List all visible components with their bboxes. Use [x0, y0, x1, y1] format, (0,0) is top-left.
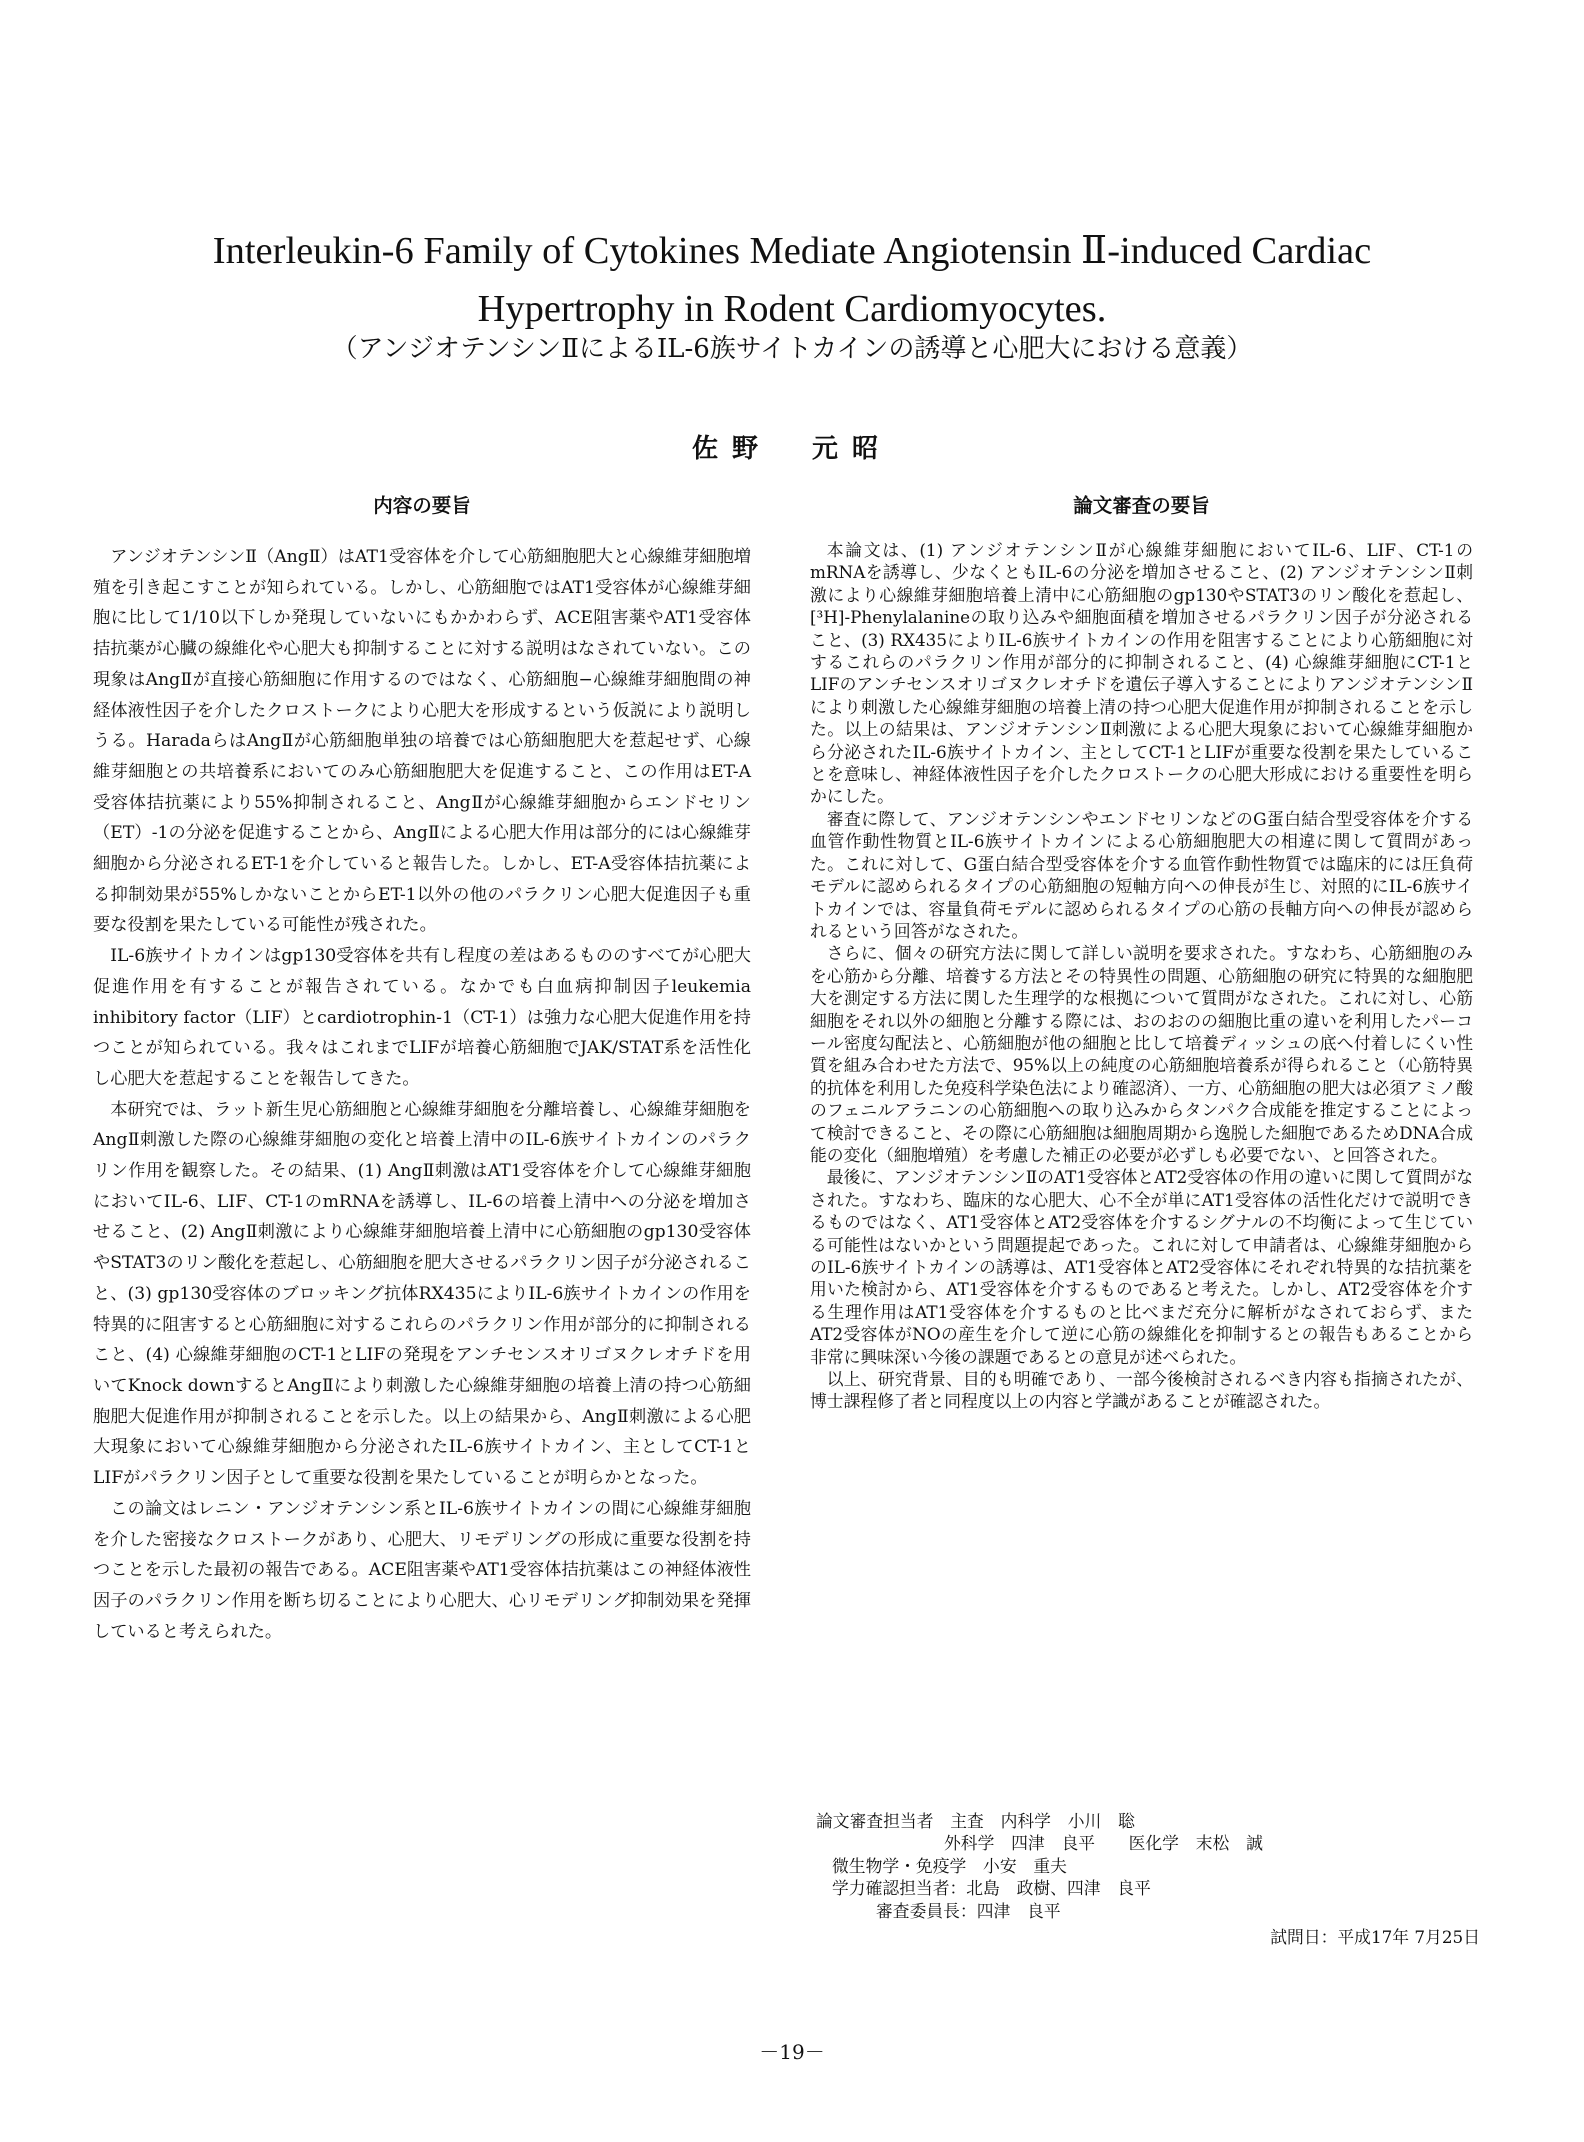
title-line-2: Hypertrophy in Rodent Cardiomyocytes. [477, 288, 1107, 330]
exam-date: 試問日：平成17年 7月25日 [1270, 1927, 1480, 1947]
summary-paragraph: アンジオテンシンⅡ（AngⅡ）はAT1受容体を介して心筋細胞肥大と心線維芽細胞増殖を引き起こすことが知られている。しかし、心筋細胞ではAT1受容体が心線維芽細胞に比して1/10以下しか発現していないにもかかわらず、ACE阻害薬やAT1受容体拮抗薬が心臓の線維化や心肥大も抑制することに対する説明はなされていない。この現象はAngⅡが直接心筋細胞に作用するのではなく、心筋細胞−心線維芽細胞間の神経体液性因子を介したクロストークにより心肥大を形成するという仮説により説明しうる。HaradaらはAngⅡが心筋細胞単独の培養では心筋細胞肥大を惹起せず、心線維芽細胞との共培養系においてのみ心筋細胞肥大を促進すること、この作用はET-A受容体拮抗薬により55%抑制されること、AngⅡが心線維芽細胞からエンドセリン（ET）-1の分泌を促進することから、AngⅡによる心肥大作用は部分的には心線維芽細胞から分泌されるET-1を介していると報告した。しかし、ET-A受容体拮抗薬による抑制効果が55%しかないことからET-1以外の他のパラクリン心肥大促進因子も重要な役割を果たしている可能性が残された。 [93, 547, 751, 936]
left-section-heading: 内容の要旨 [373, 494, 471, 517]
review-paragraph: 最後に、アンジオテンシンⅡのAT1受容体とAT2受容体の作用の違いに関して質問がなされた。すなわち、臨床的な心肥大、心不全が単にAT1受容体の活性化だけで説明できるものではなく、AT1受容体とAT2受容体を介するシグナルの不均衡によって生じている可能性はないかという問題提起であった。これに対して申請者は、心線維芽細胞からのIL-6族サイトカインの誘導は、AT1受容体とAT2受容体にそれぞれ特異的な拮抗薬を用いた検討から、AT1受容体を介するものであると考えた。しかし、AT2受容体を介する生理作用はAT1受容体を介するものと比べまだ充分に解析がなされておらず、またAT2受容体がNOの産生を介して逆に心筋の線維化を抑制するとの報告もあることから非常に興味深い今後の課題であるとの意見が述べられた。 [810, 1167, 1473, 1367]
review-paragraph: 以上、研究背景、目的も明確であり、一部今後検討されるべき内容も指摘されたが、博士課程修了者と同程度以上の内容と学識があることが確認された。 [810, 1369, 1473, 1412]
review-column [810, 539, 1473, 1413]
summary-paragraph: 本研究では、ラット新生児心筋細胞と心線維芽細胞を分離培養し、心線維芽細胞をAngⅡ刺激した際の心線維芽細胞の変化と培養上清中のIL-6族サイトカインのパラクリン作用を観察した。その結果、(1) AngⅡ刺激はAT1受容体を介して心線維芽細胞においてIL-6、LIF、CT-1のmRNAを誘導し、IL-6の培養上清中への分泌を増加させること、(2) AngⅡ刺激により心線維芽細胞培養上清中に心筋細胞のgp130受容体やSTAT3のリン酸化を惹起し、心筋細胞を肥大させるパラクリン因子が分泌されること、(3) gp130受容体のブロッキング抗体RX435によりIL-6族サイトカインの作用を特異的に阻害すると心筋細胞に対するこれらのパラクリン作用が部分的に抑制されること、(4) 心線維芽細胞のCT-1とLIFの発現をアンチセンスオリゴヌクレオチドを用いてKnock downするとAngⅡにより刺激した心線維芽細胞の培養上清の持つ心筋細胞肥大促進作用が抑制されることを示した。以上の結果から、AngⅡ刺激による心肥大現象において心線維芽細胞から分泌されたIL-6族サイトカイン、主としてCT-1とLIFがパラクリン因子として重要な役割を果たしていることが明らかとなった。 [93, 1099, 751, 1489]
review-paragraph: 本論文は、(1) アンジオテンシンⅡが心線維芽細胞においてIL-6、LIF、CT-1のmRNAを誘導し、少なくともIL-6の分泌を増加させること、(2) アンジオテンシンⅡ刺激により心線維芽細胞培養上清中に心筋細胞のgp130やSTAT3のリン酸化を惹起し、[³H]-Phenylalanineの取り込みや細胞面積を増加させるパラクリン因子が分泌されること、(3) RX435によりIL-6族サイトカインの作用を阻害することにより心筋細胞に対するこれらのパラクリン作用が部分的に抑制されること、(4) 心線維芽細胞にCT-1とLIFのアンチセンスオリゴヌクレオチドを遺伝子導入することによりアンジオテンシンⅡにより刺激した心線維芽細胞の培養上清の持つ心肥大促進作用が抑制されることを示した。以上の結果は、アンジオテンシンⅡ刺激による心肥大現象において心線維芽細胞から分泌されたIL-6族サイトカイン、主としてCT-1とLIFが重要な役割を果たしていることを意味し、神経体液性因子を介したクロストークの心肥大形成における重要性を明らかにした。 [810, 540, 1473, 807]
review-paragraph: 審査に際して、アンジオテンシンやエンドセリンなどのG蛋白結合型受容体を介する血管作動性物質とIL-6族サイトカインによる心筋細胞肥大の相違に関して質問があった。これに対して、G蛋白結合型受容体を介する血管作動性物質では臨床的には圧負荷モデルに認められるタイプの心筋細胞の短軸方向への伸長が生じ、対照的にIL-6族サイトカインでは、容量負荷モデルに認められるタイプの心筋の長軸方向への伸長が認められるという回答がなされた。 [810, 808, 1473, 941]
paper-title [120, 222, 1464, 338]
examiner-row: 論文審査担当者 主査 内科学 小川 聡 [816, 1811, 1135, 1831]
examiner-list [808, 1810, 1488, 1922]
title-line-1: Interleukin-6 Family of Cytokines Mediate Angiotensin Ⅱ-induced Cardiac [212, 230, 1372, 272]
summary-column [93, 542, 751, 1647]
summary-paragraph: この論文はレニン・アンジオテンシン系とIL-6族サイトカインの間に心線維芽細胞を介した密接なクロストークがあり、心肥大、リモデリングの形成に重要な役割を持つことを示した最初の報告である。ACE阻害薬やAT1受容体拮抗薬はこの神経体液性因子のパラクリン作用を断ち切ることにより心肥大、心リモデリング抑制効果を発揮していると考えられた。 [93, 1498, 751, 1642]
examiner-row: 微生物学・免疫学 小安 重夫 [832, 1855, 1067, 1876]
examiner-row: 学力確認担当者：北島 政樹、四津 良平 [832, 1878, 1151, 1899]
japanese-title: （アンジオテンシンⅡによるIL-6族サイトカインの誘導と心肥大における意義） [331, 334, 1253, 364]
summary-paragraph: IL-6族サイトカインはgp130受容体を共有し程度の差はあるもののすべてが心肥大促進作用を有することが報告されている。なかでも白血病抑制因子leukemia inhibitory factor（LIF）とcardiotrophin-1（CT-1）は強力な心肥大促進作用を持つことが知られている。我々はこれまでLIFが培養心筋細胞でJAK/STAT系を活性化し心肥大を惹起することを報告してきた。 [93, 946, 751, 1089]
review-paragraph: さらに、個々の研究方法に関して詳しい説明を要求された。すなわち、心筋細胞のみを心筋から分離、培養する方法とその特異性の問題、心筋細胞の研究に特異的な細胞肥大を測定する方法に関した生理学的な根拠について質問がなされた。これに対し、心筋細胞をそれ以外の細胞と分離する際には、おのおのの細胞比重の違いを利用したパーコール密度勾配法と、心筋細胞が他の細胞と比して培養ディッシュの底へ付着しにくい性質を組み合わせた方法で、95%以上の純度の心筋細胞培養系が得られること（心筋特異的抗体を利用した免疫科学染色法により確認済）、一方、心筋細胞の肥大は必須アミノ酸のフェニルアラニンの心筋細胞への取り込みからタンパク合成能を推定することによって検討できること、その際に心筋細胞は細胞周期から逸脱した細胞であるためDNA合成能の変化（細胞増殖）を考慮した補正の必要が必ずしも必要でない、と回答された。 [810, 943, 1473, 1165]
author-name: 佐野 元昭 [691, 434, 892, 464]
right-section-heading: 論文審査の要旨 [1073, 494, 1210, 517]
page-number: －19－ [759, 2040, 825, 2064]
examiner-row: 外科学 四津 良平 医化学 末松 誠 [944, 1833, 1263, 1854]
examiner-row: 審査委員長：四津 良平 [876, 1900, 1061, 1921]
